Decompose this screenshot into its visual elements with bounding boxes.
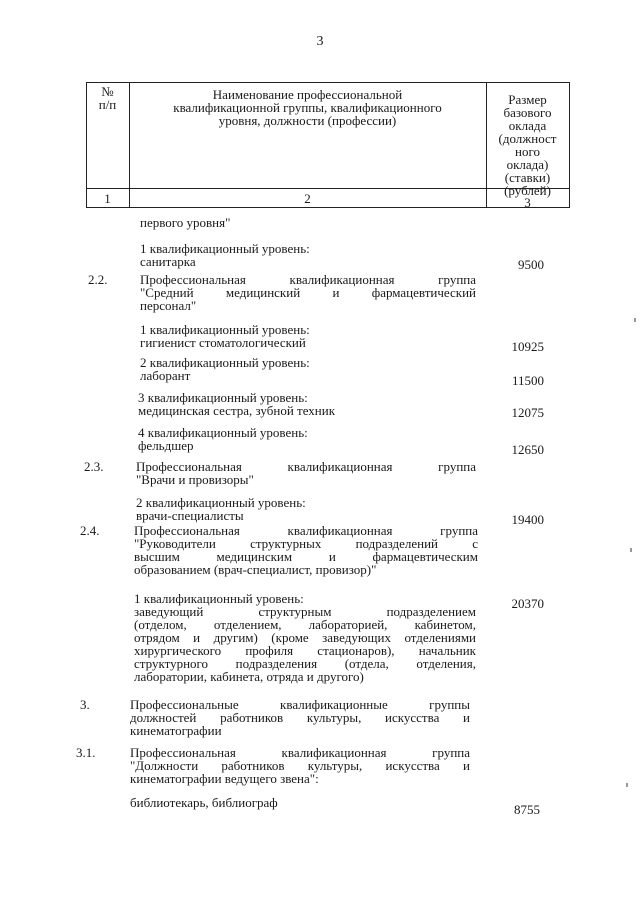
position-name: лаборант [140, 368, 191, 383]
header-top-border [86, 82, 570, 83]
group-title-line: "Должности работников культуры, искусства и [130, 758, 470, 773]
header-num-2: 2 [304, 191, 311, 206]
group-title-line: кинематографии ведущего звена": [130, 771, 319, 786]
group-title-line: персонал" [140, 298, 197, 313]
position-line: отрядом и другим) (кроме заведующих отделениями [134, 630, 476, 645]
header-col-name: Наименование профессиональной квалификационной группы, квалификационного уровня, должности (профессии) [173, 87, 442, 128]
group-title-line: кинематографии [130, 723, 222, 738]
level-label: 1 квалификационный уровень: [140, 322, 310, 337]
table-header [86, 82, 570, 208]
group-title-line: "Средний медицинский и фармацевтический [140, 285, 476, 300]
group-title-line: Профессиональная квалификационная группа [130, 745, 470, 760]
salary-value: 12650 [511, 442, 544, 457]
level-label: 3 квалификационный уровень: [138, 390, 308, 405]
header-num-3: 3 [524, 195, 531, 210]
salary-value: 20370 [511, 596, 544, 611]
level-label: 1 квалификационный уровень: [140, 241, 310, 256]
group-title [136, 460, 476, 486]
position-name: медицинская сестра, зубной техник [138, 403, 336, 418]
group-index: 3.1. [76, 745, 96, 760]
position-name: гигиенист стоматологический [140, 335, 306, 350]
group-index: 2.4. [80, 523, 100, 538]
page-number: 3 [316, 34, 324, 49]
group-title-line: образованием (врач-специалист, провизор)" [134, 562, 377, 577]
position-line: заведующий структурным подразделением [134, 604, 476, 619]
group-index: 2.2. [88, 272, 108, 287]
level-label: 2 квалификационный уровень: [136, 495, 306, 510]
group-title-line: высшим медицинским и фармацевтическим [134, 549, 478, 564]
header-right-border [569, 82, 570, 208]
scan-speck [626, 783, 628, 787]
header-col-number: № п/п [98, 84, 117, 112]
position-line: хирургического профиля стационаров), начальник [134, 643, 476, 658]
header-col-salary: Размер базового оклада (должност ного оклада) (ставки) (рублей) [498, 92, 557, 198]
position-name: библиотекарь, библиограф [130, 795, 278, 810]
group-title-line: Профессиональная квалификационная группа [134, 523, 478, 538]
header-num-1: 1 [104, 191, 111, 206]
salary-value: 8755 [514, 802, 540, 817]
group-title [130, 698, 470, 737]
salary-value: 12075 [511, 405, 544, 420]
position-name: санитарка [140, 254, 196, 269]
position-block [134, 592, 476, 683]
position-name: врачи-специалисты [136, 508, 244, 523]
level-label: 1 квалификационный уровень: [134, 591, 304, 606]
group-title-line: Профессиональная квалификационная группа [136, 459, 476, 474]
salary-value: 10925 [511, 339, 544, 354]
level-label: 2 квалификационный уровень: [140, 355, 310, 370]
group-title-line: "Врачи и провизоры" [136, 472, 254, 487]
level-label: 4 квалификационный уровень: [138, 425, 308, 440]
salary-value: 9500 [518, 257, 544, 272]
group-index: 2.3. [84, 459, 104, 474]
group-title [140, 273, 476, 312]
row-continuation: первого уровня" [140, 215, 231, 230]
scan-speck [630, 548, 632, 552]
group-title [134, 524, 478, 576]
group-title-line: Профессиональные квалификационные группы [130, 697, 470, 712]
group-title [130, 746, 470, 785]
position-line: лаборатории, кабинета, отряда и другого) [134, 669, 364, 684]
salary-value: 11500 [511, 373, 544, 388]
position-line: (отделом, отделением, лабораторией, кабинетом, [134, 617, 476, 632]
group-title-line: должностей работников культуры, искусства и [130, 710, 470, 725]
group-index: 3. [80, 697, 90, 712]
group-title-line: "Руководители структурных подразделений с [134, 536, 478, 551]
salary-value: 19400 [511, 512, 544, 527]
position-name: фельдшер [138, 438, 194, 453]
group-title-line: Профессиональная квалификационная группа [140, 272, 476, 287]
position-line: структурного подразделения (отдела, отделения, [134, 656, 476, 671]
scan-speck [634, 318, 636, 322]
